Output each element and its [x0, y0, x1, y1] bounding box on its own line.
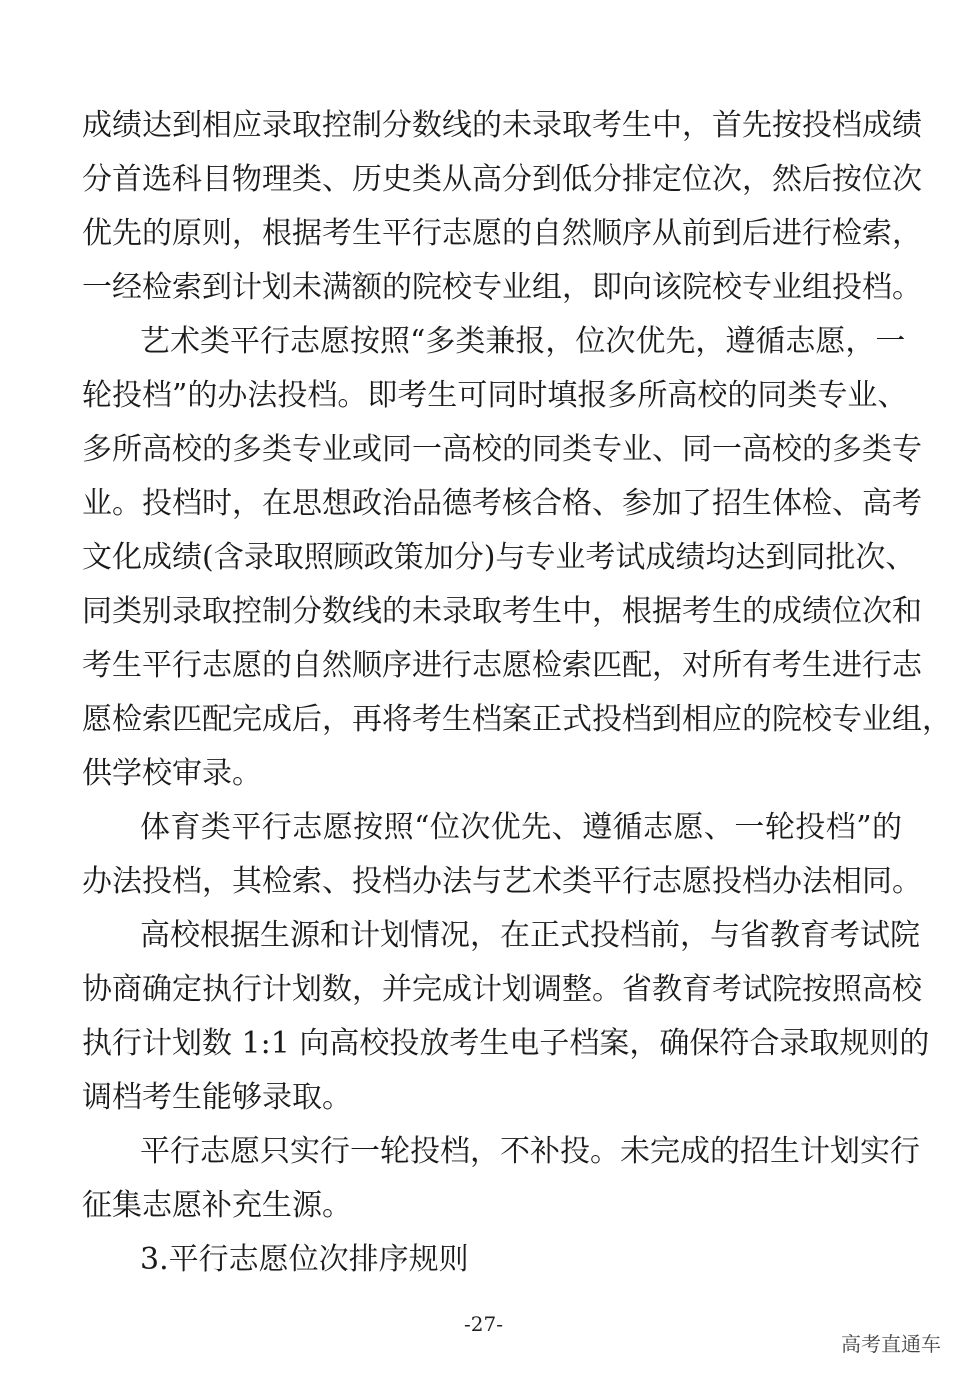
text-line: 征集志愿补充生源。: [82, 1188, 352, 1223]
text-line: 办法投档，其检索、投档办法与艺术类平行志愿投档办法相同。: [82, 864, 922, 899]
text-line: 执行计划数 1:1 向高校投放考生电子档案，确保符合录取规则的: [82, 1026, 930, 1061]
text-line: 体育类平行志愿按照“位次优先、遵循志愿、一轮投档”的: [140, 810, 902, 845]
text-line: 艺术类平行志愿按照“多类兼报，位次优先，遵循志愿，一: [140, 324, 906, 359]
text-line: 考生平行志愿的自然顺序进行志愿检索匹配，对所有考生进行志: [82, 648, 922, 683]
text-line: 业。投档时，在思想政治品德考核合格、参加了招生体检、高考: [82, 486, 922, 521]
watermark-text: 高考直通车: [841, 1332, 941, 1356]
text-line: 高校根据生源和计划情况，在正式投档前，与省教育考试院: [140, 918, 920, 953]
text-line: 平行志愿只实行一轮投档，不补投。未完成的招生计划实行: [140, 1134, 920, 1169]
text-line: 分首选科目物理类、历史类从高分到低分排定位次，然后按位次: [82, 162, 922, 197]
page-number: -27-: [464, 1312, 503, 1336]
text-line: 文化成绩(含录取照顾政策加分)与专业考试成绩均达到同批次、: [82, 540, 916, 575]
text-line: 成绩达到相应录取控制分数线的未录取考生中，首先按投档成绩: [82, 108, 922, 143]
text-line: 同类别录取控制分数线的未录取考生中，根据考生的成绩位次和: [82, 594, 922, 629]
text-line: 优先的原则，根据考生平行志愿的自然顺序从前到后进行检索，: [82, 216, 922, 251]
text-line: 供学校审录。: [82, 756, 262, 791]
text-line: 一经检索到计划未满额的院校专业组，即向该院校专业组投档。: [82, 270, 922, 305]
section-heading: 3.平行志愿位次排序规则: [140, 1242, 469, 1277]
text-line: 协商确定执行计划数，并完成计划调整。省教育考试院按照高校: [82, 972, 922, 1007]
text-line: 多所高校的多类专业或同一高校的同类专业、同一高校的多类专: [82, 432, 922, 467]
text-line: 调档考生能够录取。: [82, 1080, 352, 1115]
text-line: 愿检索匹配完成后，再将考生档案正式投档到相应的院校专业组，: [82, 702, 952, 737]
text-line: 轮投档”的办法投档。即考生可同时填报多所高校的同类专业、: [82, 378, 908, 413]
